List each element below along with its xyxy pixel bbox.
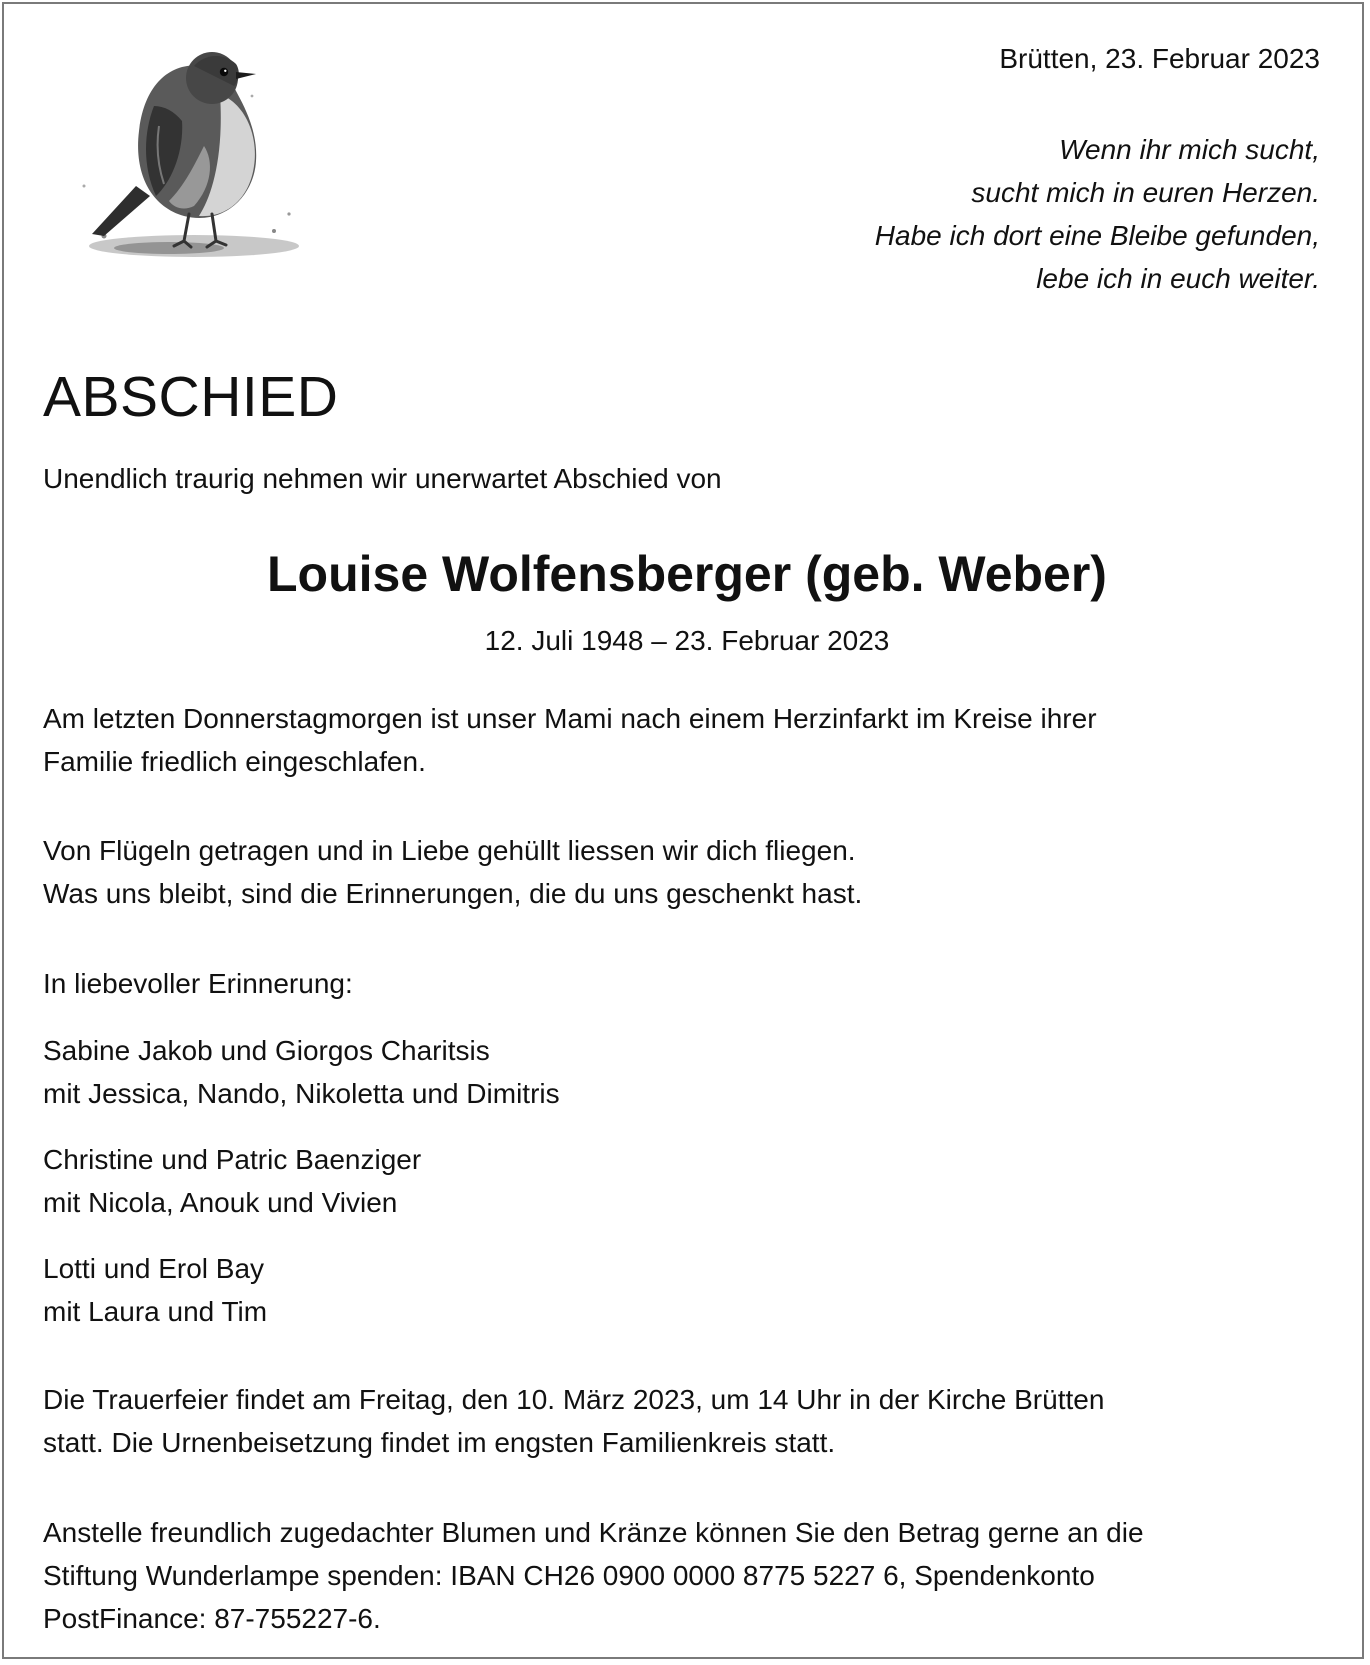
poem-line: Habe ich dort eine Bleibe gefunden, (874, 220, 1320, 251)
donation-paragraph (43, 1511, 1333, 1640)
robin-bird-icon (44, 36, 314, 271)
poem-line: sucht mich in euren Herzen. (971, 177, 1320, 208)
family-names: Lotti und Erol Bay (43, 1253, 265, 1284)
paragraph-line: Die Trauerfeier findet am Freitag, den 10. März 2023, um 14 Uhr in der Kirche Brütten (43, 1384, 1105, 1415)
farewell-paragraph (43, 829, 1333, 915)
obituary-notice (2, 2, 1364, 1659)
poem (875, 128, 1320, 300)
family-names: Christine und Patric Baenziger (43, 1144, 422, 1175)
family-entry (43, 1247, 1333, 1333)
paragraph-line: Familie friedlich eingeschlafen. (43, 746, 426, 777)
intro-line: Unendlich traurig nehmen wir unerwartet Abschied von (43, 463, 722, 494)
family-entry (43, 1138, 1333, 1224)
paragraph-line: Anstelle freundlich zugedachter Blumen und Kränze können Sie den Betrag gerne an die (43, 1517, 1144, 1548)
funeral-service-paragraph (43, 1378, 1333, 1464)
life-dates: 12. Juli 1948 – 23. Februar 2023 (484, 625, 890, 656)
family-children: mit Jessica, Nando, Nikoletta und Dimitris (43, 1078, 560, 1109)
family-children: mit Laura und Tim (43, 1296, 268, 1327)
family-entry (43, 1029, 1333, 1115)
paragraph-line: PostFinance: 87-755227-6. (43, 1603, 381, 1634)
paragraph-line: Stiftung Wunderlampe spenden: IBAN CH26 0900 0000 8775 5227 6, Spendenkonto (43, 1560, 1095, 1591)
paragraph-line: Was uns bleibt, sind die Erinnerungen, die du uns geschenkt hast. (43, 878, 863, 909)
deceased-name: Louise Wolfensberger (geb. Weber) (267, 546, 1107, 602)
memory-label: In liebevoller Erinnerung: (43, 968, 353, 999)
paragraph-line: statt. Die Urnenbeisetzung findet im engsten Familienkreis statt. (43, 1427, 836, 1458)
death-announcement-paragraph (43, 697, 1333, 783)
poem-line: Wenn ihr mich sucht, (1059, 134, 1320, 165)
family-children: mit Nicola, Anouk und Vivien (43, 1187, 398, 1218)
notice-heading: ABSCHIED (43, 365, 339, 429)
poem-line: lebe ich in euch weiter. (1036, 263, 1320, 294)
place-and-date: Brütten, 23. Februar 2023 (999, 43, 1320, 74)
paragraph-line: Am letzten Donnerstagmorgen ist unser Mami nach einem Herzinfarkt im Kreise ihrer (43, 703, 1097, 734)
family-names: Sabine Jakob und Giorgos Charitsis (43, 1035, 490, 1066)
paragraph-line: Von Flügeln getragen und in Liebe gehüllt liessen wir dich fliegen. (43, 835, 856, 866)
